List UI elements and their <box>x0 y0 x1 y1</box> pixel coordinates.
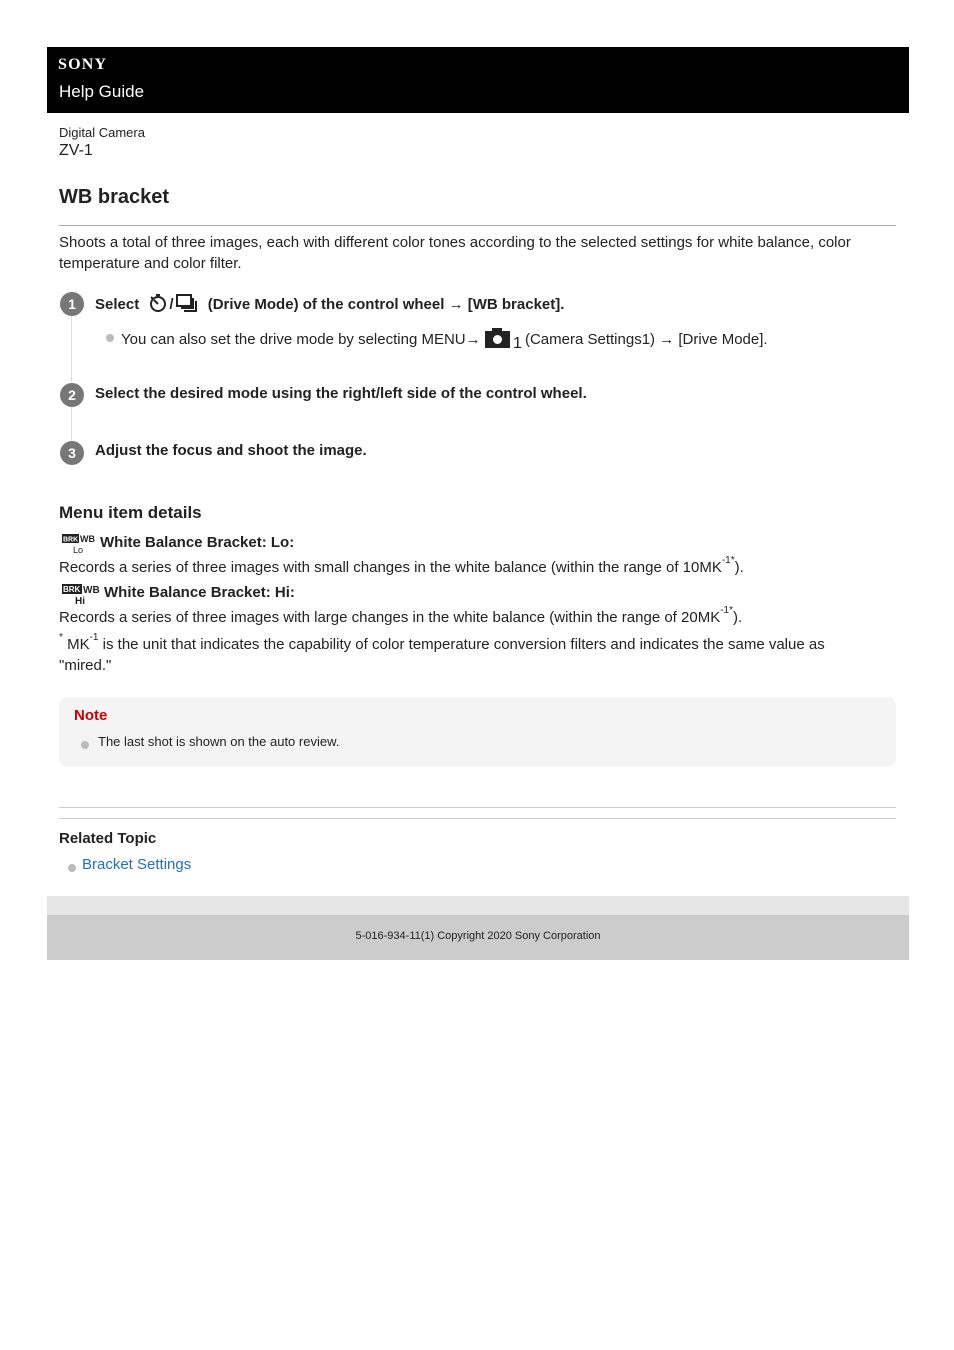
wb-bracket-lo-title: White Balance Bracket: Lo: <box>100 534 295 551</box>
desc-sup: -1* <box>720 605 733 616</box>
footnote-star: * <box>59 632 63 643</box>
page-title: WB bracket <box>59 186 170 208</box>
footnote-text: is the unit that indicates the capability of color temperature conversion filters and indicates the same value as <box>98 636 825 653</box>
icon-lo-label: Lo <box>73 545 84 555</box>
desc-text: Records a series of three images with small changes in the white balance (within the range of 10MK <box>59 559 722 576</box>
step-number: 1 <box>60 292 84 316</box>
icon-wb-label: WB <box>80 534 95 544</box>
bullet <box>106 334 114 342</box>
footnote-sup: -1 <box>89 632 99 643</box>
step-number: 3 <box>60 441 84 465</box>
desc-text: Records a series of three images with large changes in the white balance (within the range of 20MK <box>59 609 721 626</box>
icon-wb-label: WB <box>83 585 100 596</box>
camera-settings-icon <box>485 327 521 353</box>
step-1-sub-post: (Camera Settings1) → [Drive Mode]. <box>524 330 768 348</box>
step-1-post: (Drive Mode) of the control wheel → [WB bracket]. <box>207 295 565 313</box>
note-box <box>59 697 896 767</box>
step-1-pre: Select <box>95 295 140 313</box>
section-divider <box>59 807 896 808</box>
step-number: 2 <box>60 383 84 407</box>
icon-brk-label: BRK <box>63 536 79 544</box>
icon-brk-label: BRK <box>63 585 81 594</box>
wb-bracket-hi-icon <box>61 583 99 610</box>
menu-details-heading: Menu item details <box>59 503 202 522</box>
step-connector <box>71 407 72 441</box>
wb-bracket-hi-desc <box>59 605 743 626</box>
self-timer-icon <box>147 293 169 317</box>
product-model: ZV-1 <box>59 142 93 159</box>
desc-end: ). <box>733 609 743 626</box>
desc-end: ). <box>734 559 744 576</box>
wb-bracket-hi-title: White Balance Bracket: Hi: <box>104 584 295 601</box>
intro-text: Shoots a total of three images, each with different color tones according to the selected settings for white balance, color temperature and color filter. <box>59 234 851 272</box>
step-connector <box>71 316 72 382</box>
step-2-text: Select the desired mode using the right/left side of the control wheel. <box>95 385 587 402</box>
camera-settings-digit: 1 <box>512 335 522 352</box>
step-3-text: Adjust the focus and shoot the image. <box>95 442 367 459</box>
bracket-settings-link[interactable]: Bracket Settings <box>82 856 192 873</box>
footnote-mk: MK <box>62 636 90 653</box>
step-1-text <box>95 293 564 317</box>
title-divider <box>59 225 896 226</box>
step-1-sub-pre: You can also set the drive mode by selecting MENU→ <box>121 330 481 348</box>
icon-hi-label: Hi <box>75 596 85 607</box>
wb-bracket-lo-icon <box>61 533 95 560</box>
note-text: The last shot is shown on the auto review. <box>98 734 340 749</box>
footer <box>47 915 909 960</box>
continuous-shooting-icon <box>176 293 200 317</box>
footnote-line-2: "mired." <box>59 657 112 674</box>
copyright-text: 5-016-934-11(1) Copyright 2020 Sony Corporation <box>355 930 601 942</box>
product-category: Digital Camera <box>59 125 145 140</box>
footer-band <box>47 896 909 915</box>
footnote <box>59 632 825 653</box>
step-1-slash: / <box>169 295 174 313</box>
bullet <box>68 864 76 872</box>
related-topic-heading: Related Topic <box>59 830 157 847</box>
help-guide-label: Help Guide <box>59 82 145 101</box>
section-divider <box>59 818 896 819</box>
sony-logo: SONY <box>58 56 108 73</box>
header-bar <box>47 47 909 113</box>
step-1-subtext <box>121 327 768 353</box>
desc-sup: -1* <box>721 555 735 566</box>
wb-bracket-lo-desc <box>59 555 744 576</box>
bullet <box>81 741 89 749</box>
note-title: Note <box>74 707 108 724</box>
